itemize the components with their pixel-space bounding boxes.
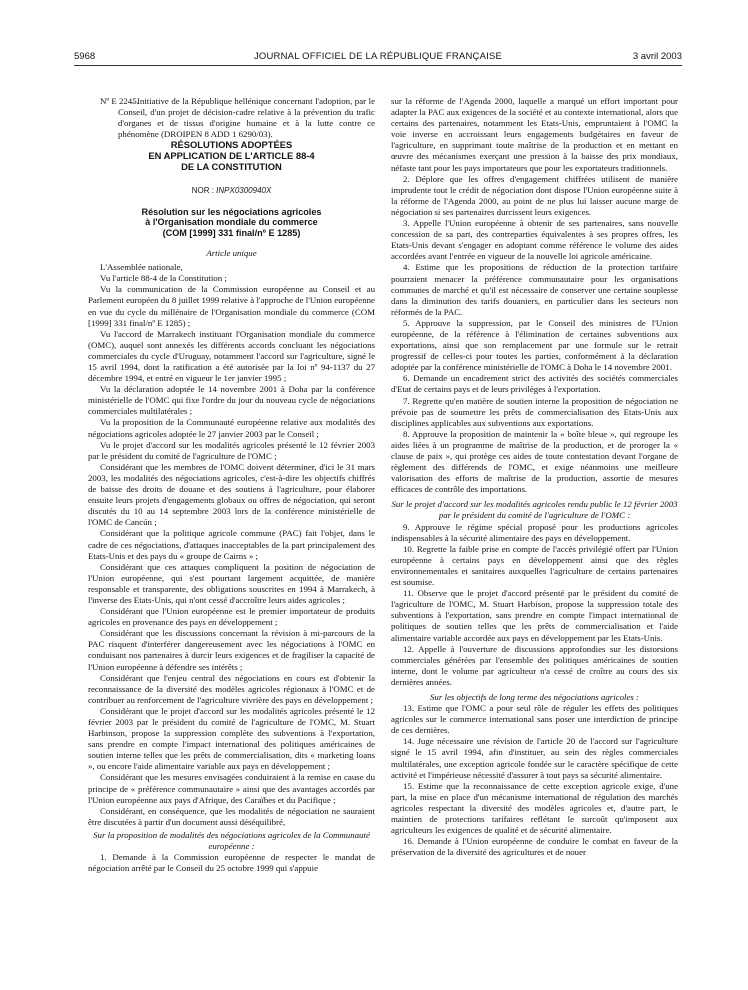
paragraph: Considérant que la politique agricole commune (PAC) fait l'objet, dans le cadre de ces négociations, d'attaques inacceptables de la part principalement des Etats-Unis et des pays du « groupe de Cairns » ; (88, 528, 375, 561)
section-heading-line: EN APPLICATION DE L'ARTICLE 88-4 (148, 150, 315, 162)
paragraph: Vu l'accord de Marrakech instituant l'Organisation mondiale du commerce (OMC), auquel sont annexés les différents accords concluant les négociations commerciales du cycle d'Uruguay, notamment l'accord sur l'agriculture, signé le 15 avril 1994, dont la ratification a été autorisée par la loi nº 94-1137 du 27 décembre 1994, et entré en vigueur le 1er janvier 1995 ; (88, 328, 375, 384)
section-heading-line: RÉSOLUTIONS ADOPTÉES (170, 139, 293, 151)
subheading: Sur le projet d'accord sur les modalités agricoles rendu public le 12 février 2003 par le président du comité de l'agriculture de l'OMC : (391, 499, 678, 521)
paragraph: 4. Estime que les propositions de réduction de la protection tarifaire pourraient menacer la préférence communautaire pour les organisations communes de marché et qu'il est nécessaire de conserver une certaine souplesse dans la diminution des tarifs douaniers, en particulier dans les secteurs non réformés de la PAC. (391, 262, 678, 317)
paragraph: 14. Juge nécessaire une révision de l'article 20 de l'accord sur l'agriculture signé le 15 avril 1994, afin d'instituer, au sein des règles commerciales multilatérales, une exception agricole fondée sur le caractère spécifique de cette activité et l'impérieuse nécessité d'assurer à tout pays sa sécurité alimentaire. (391, 736, 678, 780)
paragraph: Considérant que les mesures envisagées conduiraient à la remise en cause du principe de « préférence communautaire » ainsi que des avantages accordés par l'Union européenne aux pays d'Afrique, des Caraïbes et du Pacifique ; (88, 772, 375, 805)
section-heading-line: DE LA CONSTITUTION (181, 160, 282, 172)
paragraph: 9. Approuve le régime spécial proposé pour les productions agricoles indispensables à la sécurité alimentaire des pays en développement. (391, 521, 678, 543)
nor-reference (88, 185, 375, 196)
subheading: Sur la proposition de modalités des négociations agricoles de la Communauté européenne : (93, 829, 370, 852)
nor-label: NOR : (191, 185, 214, 195)
paragraph: Considérant que ces attaques compliquent la position de négociation de l'Union européenne, qui s'est pourtant largement acquittée, de manière responsable et transparente, des obligations souscrites en 1994 à Marrakech, à l'inverse des Etats-Unis, qui n'ont cessé d'accroître leurs aides agricoles ; (88, 561, 375, 605)
journal-title: JOURNAL OFFICIEL DE LA RÉPUBLIQUE FRANÇAISE (253, 51, 503, 62)
paragraph: Vu le projet d'accord sur les modalités agricoles présenté le 12 février 2003 par le président du comité de l'agriculture de l'OMC ; (88, 439, 375, 461)
paragraph: Considérant que les discussions concernant la révision à mi-parcours de la PAC risquent d'interférer dangereusement avec les négociations à l'OMC en conduisant nos partenaires à durcir leurs exigences et de fragiliser la capacité de l'Union européenne à défendre ses intérêts ; (88, 628, 375, 672)
paragraph: Vu la communication de la Commission européenne au Conseil et au Parlement européen du 8 juillet 1999 relative à l'approche de l'Union européenne en vue du cycle du millénaire de l'Organisation mondiale du commerce (COM [1999] 331 final/nº E 1285) ; (88, 284, 375, 328)
paragraph: Vu l'article 88-4 de la Constitution ; (100, 273, 227, 284)
paragraph: L'Assemblée nationale, (100, 262, 183, 273)
paragraph: 16. Demande à l'Union européenne de conduire le combat en faveur de la préservation de la diversité des agricultures et de nouer (391, 836, 678, 858)
paragraph: 1. Demande à la Commission européenne de respecter le mandat de négociation arrêté par le Conseil du 25 octobre 1999 qui s'appuie (88, 852, 375, 874)
paragraph: 10. Regrette la faible prise en compte de l'accès privilégié offert par l'Union européenne à certains pays en développement ainsi que des règles environnementales et sanitaires auxquelles l'agriculture de certains partenaires est soumise. (391, 543, 678, 588)
paragraph: 13. Estime que l'OMC a pour seul rôle de réguler les effets des politiques agricoles sur le commerce international sans poser une interdiction de principe de ces dernières. (391, 703, 678, 736)
paragraph: Considérant que l'enjeu central des négociations en cours est d'obtenir la reconnaissance de la diversité des modèles agricoles régionaux à l'OMC et de contribuer au renforcement de l'agriculture vivrière des pays en développement ; (88, 672, 375, 705)
paragraph: Vu la déclaration adoptée le 14 novembre 2001 à Doha par la conférence ministérielle de l'OMC qui fixe l'ordre du jour du nouveau cycle de négociations commerciales multilatérales ; (88, 384, 375, 417)
paragraph: Considérant que l'Union européenne est le premier importateur de produits agricoles en provenance des pays en développement ; (88, 606, 375, 628)
article-heading: Article unique (206, 248, 257, 259)
paragraph: Considérant que les membres de l'OMC doivent déterminer, d'ici le 31 mars 2003, les modalités des négociations agricoles, c'est-à-dire les objectifs chiffrés de baisse des droits de douane et des soutiens à l'agriculture, pour élaborer ensuite leurs projets d'engagements globaux ou offres de négociation, qui seront discutés du 10 au 14 septembre 2003 lors de la conférence ministérielle de l'OMC de Cancún ; (88, 461, 375, 528)
paragraph: sur la réforme de l'Agenda 2000, laquelle a marqué un effort important pour adapter la PAC aux exigences de la société et au contexte international, alors que certains des partenaires, notamment les Etats-Unis, empruntaient à l'OMC la voie inverse en accroissant leurs engagements budgétaires en faveur de l'agriculture, en supprimant toute maîtrise de la production et en mettant en œuvre des mécanismes exerçant une pression à la baisse des prix mondiaux, néfaste tant pour les pays importateurs que pour les exportateurs traditionnels. (391, 96, 678, 173)
page-number: 5968 (74, 51, 96, 62)
paragraph: Vu la proposition de la Communauté européenne relative aux modalités des négociations agricoles adoptée le 27 janvier 2003 par le Conseil ; (88, 417, 375, 439)
entry-number: Nº E 2245. (100, 96, 139, 106)
paragraph: Considérant, en conséquence, que les modalités de négociation ne sauraient être discutées à partir d'un document aussi déséquilibré, (88, 805, 375, 827)
entry-e2245 (88, 96, 375, 140)
paragraph: 11. Observe que le projet d'accord présenté par le président du comité de l'agriculture de l'OMC, M. Stuart Harbison, propose la suppression totale des subventions à l'exportation, sans prendre en compte l'impact international de politiques de soutien telles que les prêts de commercialisation et l'aide alimentaire variable accordée aux pays en développement par les Etats-Unis. (391, 588, 678, 643)
subheading: Sur les objectifs de long terme des négociations agricoles : (429, 691, 640, 702)
left-column (88, 96, 375, 874)
paragraph: 7. Regrette qu'en matière de soutien interne la proposition de négociation ne prévoie pas de soumettre les prêts de commercialisation des Etats-Unis aux disciplines applicables aux subventions aux exportations. (391, 395, 678, 428)
paragraph: 3. Appelle l'Union européenne à obtenir de ses partenaires, sans nouvelle concession de sa part, des contreparties équivalentes à ses propres offres, les Etats-Unis devant s'engager en adoptant comme référence le volume des aides accordées avant l'entrée en vigueur de la nouvelle loi agricole américaine. (391, 218, 678, 262)
resolution-title-line: (COM [1999] 331 final/nº E 1285) (162, 227, 301, 238)
header-rule (74, 65, 682, 66)
paragraph: 5. Approuve la suppression, par le Conseil des ministres de l'Union européenne, de la référence à l'élimination de certaines subventions aux exportations, ainsi que son remplacement par une formule sur le retrait progressif de celles-ci pour toutes les parties, conformément à la déclaration adoptée par la conférence ministérielle de l'OMC à Doha le 14 novembre 2001. (391, 317, 678, 373)
paragraph: 12. Appelle à l'ouverture de discussions approfondies sur les distorsions commerciales générées par l'ensemble des politiques américaines de soutien interne, dont le volume par agriculteur n'a cessé de croître au cours des six dernières années. (391, 643, 678, 687)
paragraph: 8. Approuve la proposition de maintenir la « boîte bleue », qui regroupe les aides liées à un programme de maîtrise de la production, et de proroger la « clause de paix », qui protège ces aides de toute contestation devant l'organe de règlement des différends de l'OMC, et exige néanmoins une meilleure valorisation des efforts de maîtrise de la production, assortie de mesures efficaces de contrôle des importations. (391, 428, 678, 495)
entry-text: – Initiative de la République hellénique concernant l'adoption, par le Conseil, d'un projet de décision-cadre relative à la prévention du trafic d'organes et de tissus d'origine humaine et à la lutte contre ce phénomène (DROIPEN 8 ADD 1 6290/03). (118, 96, 375, 140)
issue-date: 3 avril 2003 (632, 51, 682, 62)
section-heading (88, 140, 375, 172)
paragraph: 6. Demande un encadrement strict des activités des sociétés commerciales d'Etat de certains pays et de leurs privilèges à l'exportation. (391, 373, 678, 395)
paragraph: 15. Estime que la reconnaissance de cette exception agricole exige, d'une part, la mise en place d'un mécanisme international de régulation des marchés agricoles respectant la diversité des modèles agricoles et, d'autre part, le maintien de protections tarifaires reflétant le surcoût qu'imposent aux agriculteurs les exigences de qualité et de sécurité alimentaire. (391, 780, 678, 836)
resolution-title-line: à l'Organisation mondiale du commerce (145, 217, 318, 228)
page-header (74, 51, 682, 65)
resolution-title-line: Résolution sur les négociations agricoles (141, 206, 322, 217)
resolution-title (88, 207, 375, 238)
paragraph: Considérant que le projet d'accord sur les modalités agricoles présenté le 12 février 2003 par le président du comité de l'agriculture de l'OMC, M. Stuart Harbinson, propose la suppression complète des subventions à l'exportation, sans prendre en compte l'impact international des politiques américaines de soutien interne telles que les prêts de commercialisation, dits « marketing loans », ou encore l'aide alimentaire variable aux pays en développement ; (88, 705, 375, 772)
paragraph: 2. Déplore que les offres d'engagement chiffrées utilisent de manière imprudente tout le crédit de négociation dont dispose l'Union européenne suite à la réforme de l'Agenda 2000, au point de ne plus lui laisser aucune marge de négociation si ses partenaires durcissent leurs exigences. (391, 173, 678, 217)
right-column (391, 96, 678, 858)
nor-value: INPX0300940X (216, 185, 272, 195)
